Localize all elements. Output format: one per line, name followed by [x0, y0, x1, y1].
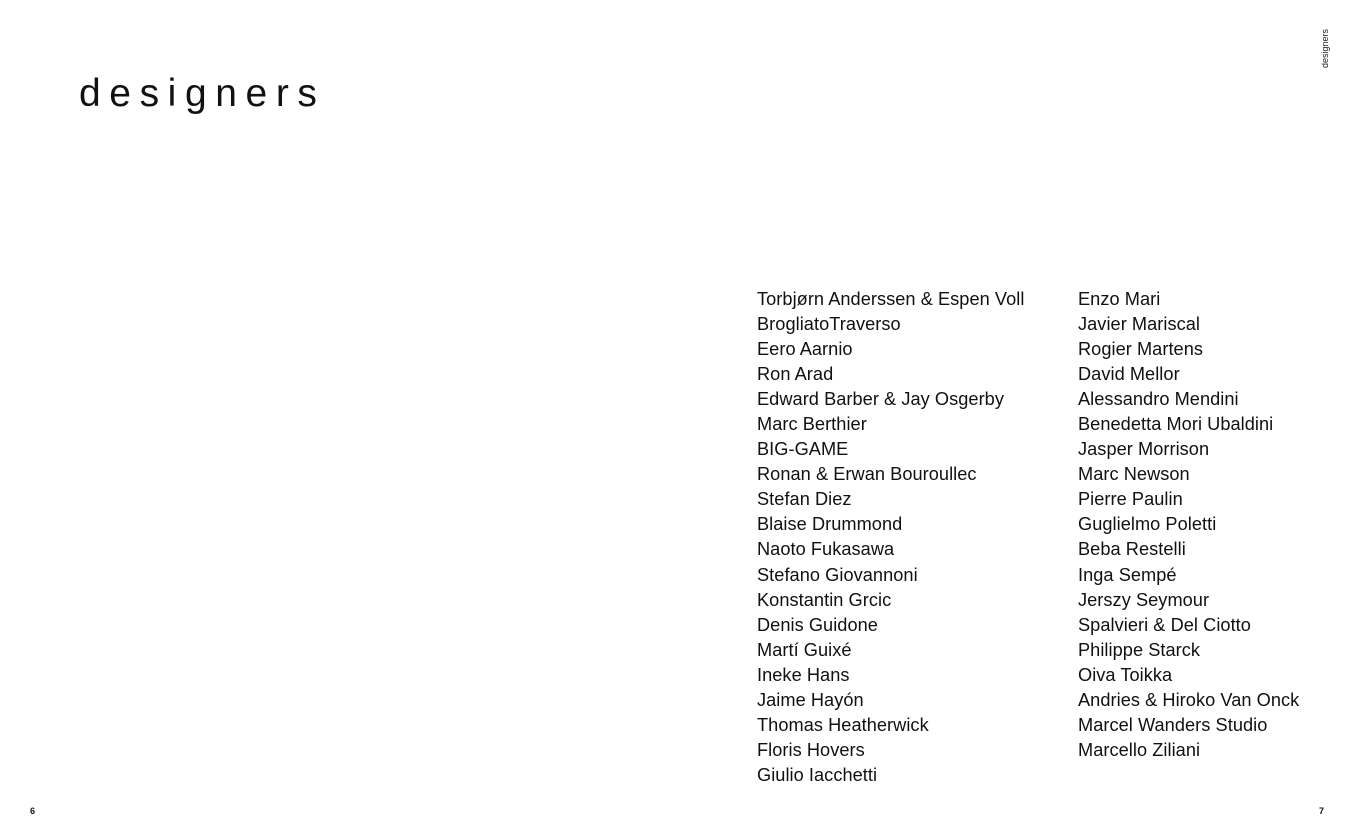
designer-name: Benedetta Mori Ubaldini — [1078, 414, 1274, 435]
designer-name: Javier Mariscal — [1078, 314, 1201, 335]
designer-name: Martí Guixé — [757, 639, 852, 660]
designer-name: Edward Barber & Jay Osgerby — [757, 389, 1004, 410]
designer-name: Jasper Morrison — [1078, 439, 1210, 460]
designer-name: Jerszy Seymour — [1078, 589, 1210, 610]
designer-name: Ronan & Erwan Bouroullec — [757, 464, 977, 485]
designer-name: David Mellor — [1078, 364, 1180, 385]
section-label: designers — [1320, 28, 1330, 68]
designer-name: Oiva Toikka — [1078, 664, 1173, 685]
designer-name: Denis Guidone — [757, 614, 878, 635]
designers-list-right — [1078, 287, 1299, 763]
designer-name: Stefan Diez — [757, 489, 852, 510]
designer-name: Spalvieri & Del Ciotto — [1078, 614, 1251, 635]
designer-name: Enzo Mari — [1078, 289, 1161, 309]
designer-name: Floris Hovers — [757, 739, 865, 760]
page-number-left: 6 — [30, 806, 36, 816]
designer-name: Marcello Ziliani — [1078, 739, 1201, 760]
designer-name: BrogliatoTraverso — [757, 314, 901, 335]
designer-name: Torbjørn Anderssen & Espen Voll — [757, 289, 1025, 309]
designer-name: Philippe Starck — [1078, 639, 1201, 660]
designer-name: Rogier Martens — [1078, 339, 1204, 360]
page-title: designers — [79, 72, 326, 115]
designer-name: Stefano Giovannoni — [757, 564, 918, 585]
designer-name: Guglielmo Poletti — [1078, 514, 1217, 535]
designer-name: Marc Newson — [1078, 464, 1190, 485]
designer-name: Andries & Hiroko Van Onck — [1078, 689, 1300, 710]
designer-name: Alessandro Mendini — [1078, 389, 1239, 410]
designer-name: Marcel Wanders Studio — [1078, 714, 1268, 735]
designer-name: Blaise Drummond — [757, 514, 903, 535]
designer-name: Beba Restelli — [1078, 539, 1186, 560]
designer-name: Ineke Hans — [757, 664, 850, 685]
designer-name: Ron Arad — [757, 364, 834, 385]
designer-name: Naoto Fukasawa — [757, 539, 895, 560]
designer-name: BIG-GAME — [757, 439, 849, 460]
designer-name: Jaime Hayón — [757, 689, 864, 710]
page-number-right: 7 — [1319, 806, 1325, 816]
designer-name: Pierre Paulin — [1078, 489, 1183, 510]
designer-name: Konstantin Grcic — [757, 589, 892, 610]
designer-name: Marc Berthier — [757, 414, 867, 435]
designer-name: Eero Aarnio — [757, 339, 853, 360]
designer-name: Giulio Iacchetti — [757, 764, 878, 785]
designer-name: Thomas Heatherwick — [757, 714, 929, 735]
designers-list-left — [757, 287, 1024, 788]
designer-name: Inga Sempé — [1078, 564, 1177, 585]
